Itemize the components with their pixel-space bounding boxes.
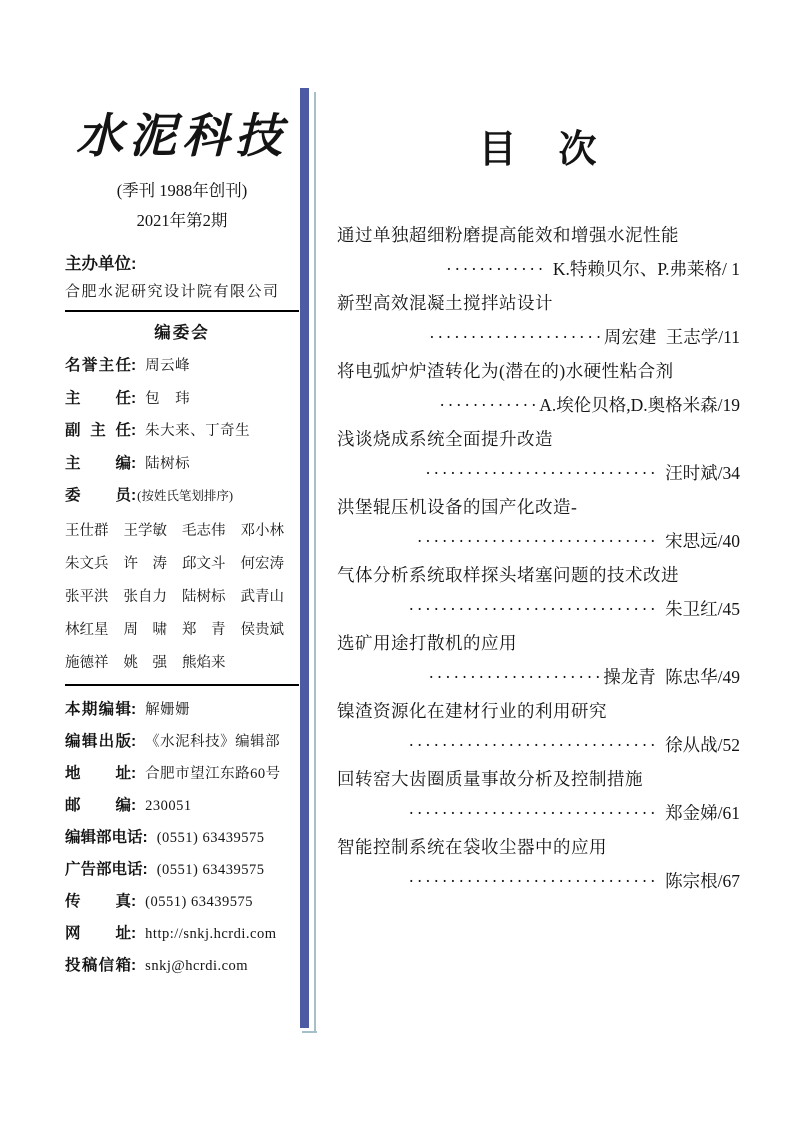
article-authors-line <box>337 592 740 626</box>
pub-value-email: snkj@hcrdi.com <box>145 957 249 974</box>
pub-row <box>65 822 299 854</box>
article-authors-line <box>337 864 740 898</box>
article-authors-line <box>337 456 740 490</box>
role-label: 主编 <box>65 454 131 472</box>
pub-value: 解姗姗 <box>145 701 191 718</box>
pub-colon: : <box>131 956 137 974</box>
role-value: 陆树标 <box>145 455 191 472</box>
member-name: 何宏涛 <box>240 555 284 572</box>
article-page: /67 <box>717 871 740 891</box>
board-role-row <box>65 415 299 448</box>
pub-label: 编辑部电话 <box>65 828 143 846</box>
member-name: 邱文斗 <box>182 555 226 572</box>
pub-value: (0551) 63439575 <box>145 893 253 910</box>
article-page: /45 <box>717 599 740 619</box>
member-name: 林红星 <box>65 621 109 638</box>
article-authors: A.埃伦贝格,D.奥格米森 <box>539 395 718 415</box>
article-authors: 陈宗根 <box>665 871 718 891</box>
article-authors: 周宏建 王志学 <box>603 327 719 347</box>
pub-row <box>65 790 299 822</box>
organizer-name: 合肥水泥研究设计院有限公司 <box>65 284 280 300</box>
pub-label: 传真 <box>65 892 131 910</box>
article-page: /49 <box>717 667 740 687</box>
article-authors: 汪时斌 <box>665 463 718 483</box>
organizer-label: 主办单位: <box>65 255 137 273</box>
toc-entry <box>337 286 740 354</box>
article-authors-line <box>337 524 740 558</box>
member-name: 施德祥 <box>65 654 109 671</box>
pub-row <box>65 758 299 790</box>
role-label: 主任 <box>65 389 131 407</box>
article-authors: 徐从战 <box>665 735 718 755</box>
toc-entry <box>337 558 740 626</box>
pub-label: 邮编 <box>65 796 131 814</box>
pub-colon: : <box>142 828 148 846</box>
toc-entry <box>337 218 740 286</box>
role-value: (按姓氏笔划排序) <box>137 489 233 503</box>
board-role-row <box>65 480 299 513</box>
article-authors: 朱卫红 <box>665 599 718 619</box>
pub-label: 编辑出版 <box>65 732 131 750</box>
pub-value: 合肥市望江东路60号 <box>145 765 281 782</box>
member-name: 张自力 <box>123 588 167 605</box>
article-page: / 1 <box>722 259 740 279</box>
divider-rule-bottom <box>65 684 299 686</box>
article-page: /40 <box>717 531 740 551</box>
role-colon: : <box>131 422 137 439</box>
article-title: 浅谈烧成系统全面提升改造 <box>337 429 553 449</box>
board-role-row <box>65 350 299 383</box>
pub-label: 投稿信箱 <box>65 956 131 974</box>
article-authors-line <box>337 252 740 286</box>
article-title: 气体分析系统取样探头堵塞问题的技术改进 <box>337 565 679 585</box>
leader-dots: ····················· <box>429 327 604 347</box>
pub-label: 广告部电话 <box>65 860 143 878</box>
pub-colon: : <box>131 796 137 814</box>
member-name: 陆树标 <box>182 588 226 605</box>
toc-entry <box>337 830 740 898</box>
leader-dots: ······························ <box>408 871 666 891</box>
article-authors: 郑金娣 <box>665 803 718 823</box>
article-title: 选矿用途打散机的应用 <box>337 633 517 653</box>
toc-entry <box>337 422 740 490</box>
journal-issue: 2021年第2期 <box>136 211 228 230</box>
toc-entry <box>337 354 740 422</box>
divider-rule-top <box>65 310 299 312</box>
article-authors: K.特赖贝尔、P.弗莱格 <box>552 259 722 279</box>
board-members-grid <box>65 515 299 680</box>
leader-dots: ······························ <box>408 599 666 619</box>
article-page: /52 <box>717 735 740 755</box>
role-colon: : <box>131 454 137 472</box>
role-value: 朱大来、丁奇生 <box>145 423 251 439</box>
pub-colon: : <box>131 732 137 750</box>
pub-label: 本期编辑 <box>65 700 131 718</box>
article-title: 通过单独超细粉磨提高能效和增强水泥性能 <box>337 225 679 245</box>
role-label: 委员 <box>65 487 131 504</box>
article-page: /19 <box>717 395 740 415</box>
pub-colon: : <box>131 924 137 942</box>
pub-row <box>65 726 299 758</box>
pub-value-website: http://snkj.hcrdi.com <box>145 925 277 942</box>
member-name: 武青山 <box>240 588 284 605</box>
role-label: 名誉主任 <box>65 357 131 374</box>
member-name: 王仕群 <box>65 522 109 539</box>
member-name: 王学敏 <box>123 522 167 539</box>
article-authors-line <box>337 388 740 422</box>
member-name: 周 啸 <box>123 621 167 638</box>
article-authors-line <box>337 728 740 762</box>
article-authors-line <box>337 320 740 354</box>
board-role-row <box>65 448 299 481</box>
toc-heading: 目 次 <box>478 129 599 171</box>
vertical-divider-bar <box>300 88 309 1028</box>
article-title: 将电弧炉炉渣转化为(潜在的)水硬性粘合剂 <box>337 361 674 381</box>
toc-entry <box>337 762 740 830</box>
leader-dots: ······························ <box>408 735 666 755</box>
vertical-divider-shadow-bottom <box>302 1031 317 1033</box>
pub-row <box>65 950 299 982</box>
role-value: 包 玮 <box>145 390 191 407</box>
toc-entry <box>337 694 740 762</box>
journal-subtitle: (季刊 1988年创刊) <box>116 181 248 200</box>
article-authors: 操龙青 陈忠华 <box>603 667 718 687</box>
pub-row <box>65 854 299 886</box>
role-value: 周云峰 <box>145 358 191 374</box>
pub-row <box>65 886 299 918</box>
role-colon: : <box>131 389 137 407</box>
article-title: 洪堡辊压机设备的国产化改造- <box>337 497 578 517</box>
article-title: 新型高效混凝土搅拌站设计 <box>337 293 553 313</box>
toc-column <box>337 120 740 898</box>
pub-label: 网址 <box>65 924 131 942</box>
member-name: 邓小林 <box>240 522 284 539</box>
leader-dots: ····························· <box>416 531 666 551</box>
member-name: 朱文兵 <box>65 555 109 572</box>
article-page: /11 <box>718 327 740 347</box>
article-page: /34 <box>717 463 740 483</box>
member-name: 张平洪 <box>65 588 109 605</box>
article-authors-line <box>337 660 740 694</box>
editorial-board-heading: 编委会 <box>154 324 210 342</box>
article-authors-line <box>337 796 740 830</box>
pub-value: (0551) 63439575 <box>156 829 265 846</box>
leader-dots: ······························ <box>408 803 666 823</box>
vertical-divider-shadow <box>314 92 316 1032</box>
pub-value: (0551) 63439575 <box>156 861 265 878</box>
article-title: 智能控制系统在袋收尘器中的应用 <box>337 837 607 857</box>
role-label: 副主任 <box>65 422 131 439</box>
pub-colon: : <box>131 892 137 910</box>
pub-row <box>65 694 299 726</box>
pub-colon: : <box>131 764 137 782</box>
article-title: 回转窑大齿圈质量事故分析及控制措施 <box>337 769 643 789</box>
pub-colon: : <box>142 860 148 878</box>
pub-value: 《水泥科技》编辑部 <box>145 733 281 750</box>
toc-entry <box>337 626 740 694</box>
leader-dots: ············ <box>446 259 553 279</box>
article-authors: 宋思远 <box>665 531 718 551</box>
article-title: 镍渣资源化在建材行业的利用研究 <box>337 701 607 721</box>
member-name: 熊焰来 <box>182 654 226 671</box>
leader-dots: ····················· <box>428 667 604 687</box>
leader-dots: ············ <box>439 395 540 415</box>
publication-info <box>65 694 299 982</box>
article-page: /61 <box>717 803 740 823</box>
pub-colon: : <box>131 700 137 718</box>
organizer-block <box>65 250 299 306</box>
left-column <box>65 98 299 982</box>
member-name: 郑 青 <box>182 621 226 638</box>
leader-dots: ···························· <box>425 463 666 483</box>
pub-label: 地址 <box>65 764 131 782</box>
member-name: 姚 强 <box>123 654 167 671</box>
toc-entry <box>337 490 740 558</box>
board-role-row <box>65 383 299 416</box>
member-name: 侯贵斌 <box>240 621 284 638</box>
pub-row <box>65 918 299 950</box>
pub-value: 230051 <box>145 797 192 814</box>
role-colon: : <box>131 487 137 504</box>
role-colon: : <box>131 357 137 374</box>
journal-title: 水泥科技 <box>76 109 288 164</box>
member-name: 毛志伟 <box>182 522 226 539</box>
member-name: 许 涛 <box>123 555 167 572</box>
